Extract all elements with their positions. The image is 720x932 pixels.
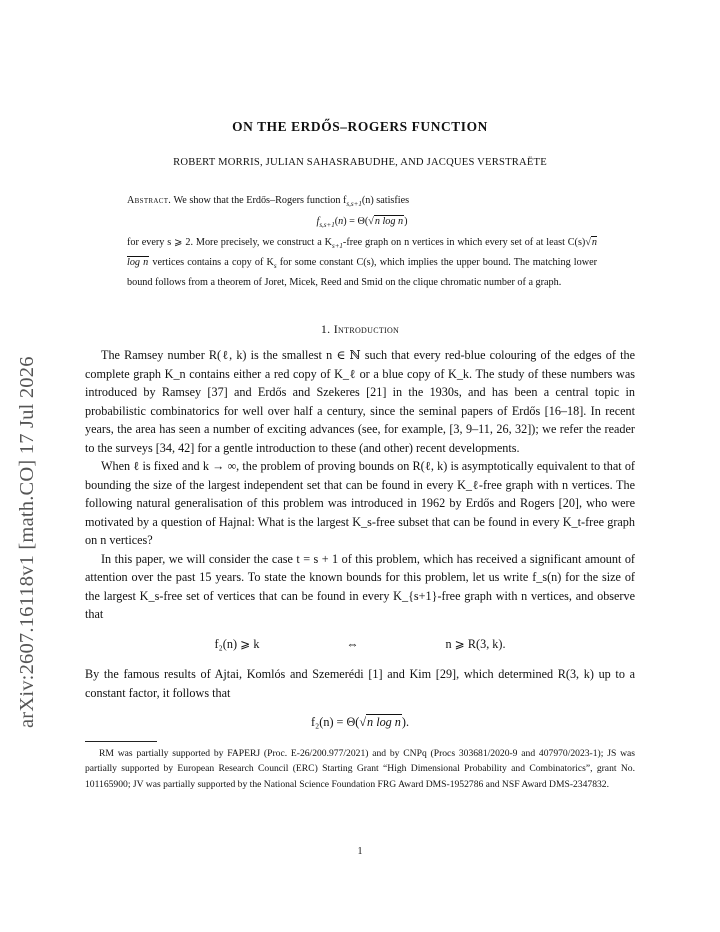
paragraph: When ℓ is fixed and k → ∞, the problem of proving bounds on R(ℓ, k) is asymptotically equivalent to that of bounding the size of the largest independent set that can be found in every K_ℓ-free graph with n vertices. The following natural generalisation of this problem was introduced in 1962 by Erdős and Rogers [20], who were motivated by a question of Hajnal: What is the largest K_s-free subset that can be found in every K_t-free graph on n vertices? (85, 459, 635, 547)
display-equation: f₂(n) = Θ(√n log n). (310, 715, 410, 729)
footnote-rule (85, 741, 157, 742)
equation-left: f₂(n) = Θ( (310, 715, 360, 729)
abstract-formula: $f_{s,s+1}(n) = \Theta(√n$ log n) (316, 215, 408, 229)
abstract-text: -free graph on n vertices in which every set of at least C(s) (342, 237, 586, 249)
abstract-text: (n) satisfies (361, 195, 410, 206)
abstract (127, 193, 597, 290)
abstract-radicand: n log n (127, 237, 597, 268)
equivalence-symbol: ⇔ (346, 636, 359, 651)
paragraph: The Ramsey number R(ℓ, k) is the smallest n ∈ ℕ such that every red-blue colouring of the edges of the complete graph K_n contains either a red copy of K_ℓ or a blue copy of K_k. The study of these numbers was introduced by Ramsey [37] and Erdős and Szekeres [21] in the 1930s, and has been a central topic in probabilistic combinatorics for well over half a century, since the seminal papers of Erdős [16–18]. In recent years, the area has seen a number of exciting advances (see, for example, [3, 9–11, 26, 32]); we refer the reader to the surveys [34, 42] for a gentle introduction to these (and other) recent developments. (85, 348, 635, 455)
paper-authors: ROBERT MORRIS, JULIAN SAHASRABUDHE, AND JACQUES VERSTRAËTE (173, 157, 547, 168)
section-number: 1. (320, 322, 331, 336)
abstract-subscript: s+1 (331, 242, 343, 251)
abstract-text: for some constant C(s), which implies the upper bound. The matching lower bound follows from a theorem of Joret, Micek, Reed and Smid on the clique chromatic number of a graph. (127, 256, 597, 288)
main-text (85, 346, 635, 744)
abstract-text: vertices contains a copy of K (149, 256, 274, 268)
abstract-subscript: s,s+1 (346, 200, 362, 209)
page-number: 1 (357, 846, 363, 857)
equation-left: f₂(n) ⩾ k (214, 636, 260, 651)
paragraph: By the famous results of Ajtai, Komlós and Szemerédi [1] and Kim [29], which determined R(3, k) up to a constant factor, it follows that (85, 667, 635, 700)
abstract-heading: Abstract. (127, 195, 172, 206)
paper-title: ON THE ERDŐS–ROGERS FUNCTION (232, 119, 488, 134)
formula-subscript: s,s+1 (319, 220, 335, 229)
arxiv-identifier-stamp: arXiv:2607.16118v1 [math.CO] 17 Jul 2026 (16, 356, 38, 728)
abstract-first-line (127, 193, 597, 213)
display-equation (85, 635, 635, 654)
abstract-text: for every s ⩾ 2. More precisely, we construct a K (127, 237, 332, 249)
equation-radicand: n log n (367, 715, 401, 729)
section-title: Introduction (333, 322, 400, 336)
equation-right: ). (401, 715, 410, 729)
section-heading (0, 322, 720, 337)
abstract-subscript: s (273, 261, 277, 270)
abstract-body: for every s ⩾ 2. More precisely, we construct a $K_{s+1}$-free graph on n vertices in which every set of at least C(s)√n log n vertices contains a copy of $K_s$ for some constant C(s), which implies the upper bound. The matching lower bound follows from a theorem of Joret, Micek, Reed and Smid on the clique chromatic number of a graph. (127, 237, 597, 288)
paragraph: In this paper, we will consider the case t = s + 1 of this problem, which has received a significant amount of attention over the past 15 years. To state the known bounds for this problem, let us write f_s(n) for the size of the largest K_s-free set of vertices that can be found in every K_{s+1}-free graph with n vertices, and observe that (85, 551, 635, 621)
equation-right: n ⩾ R(3, k). (445, 636, 506, 651)
abstract-text: We show that the Erdős–Rogers function f (173, 195, 347, 206)
formula-radicand: n log n (374, 215, 404, 227)
funding-footnote: RM was partially supported by FAPERJ (Proc. E-26/200.977/2021) and by CNPq (Procs 303681/2020-9 and 407970/2023-1); JS was partially supported by European Research Council (ERC) Starting Grant “High Dimensional Probability and Combinatorics”, grant No. 101165900; JV was partially supported by the National Science Foundation FRG Award DMS-1952786 and NSF Award DMS-2347832. (85, 748, 635, 790)
